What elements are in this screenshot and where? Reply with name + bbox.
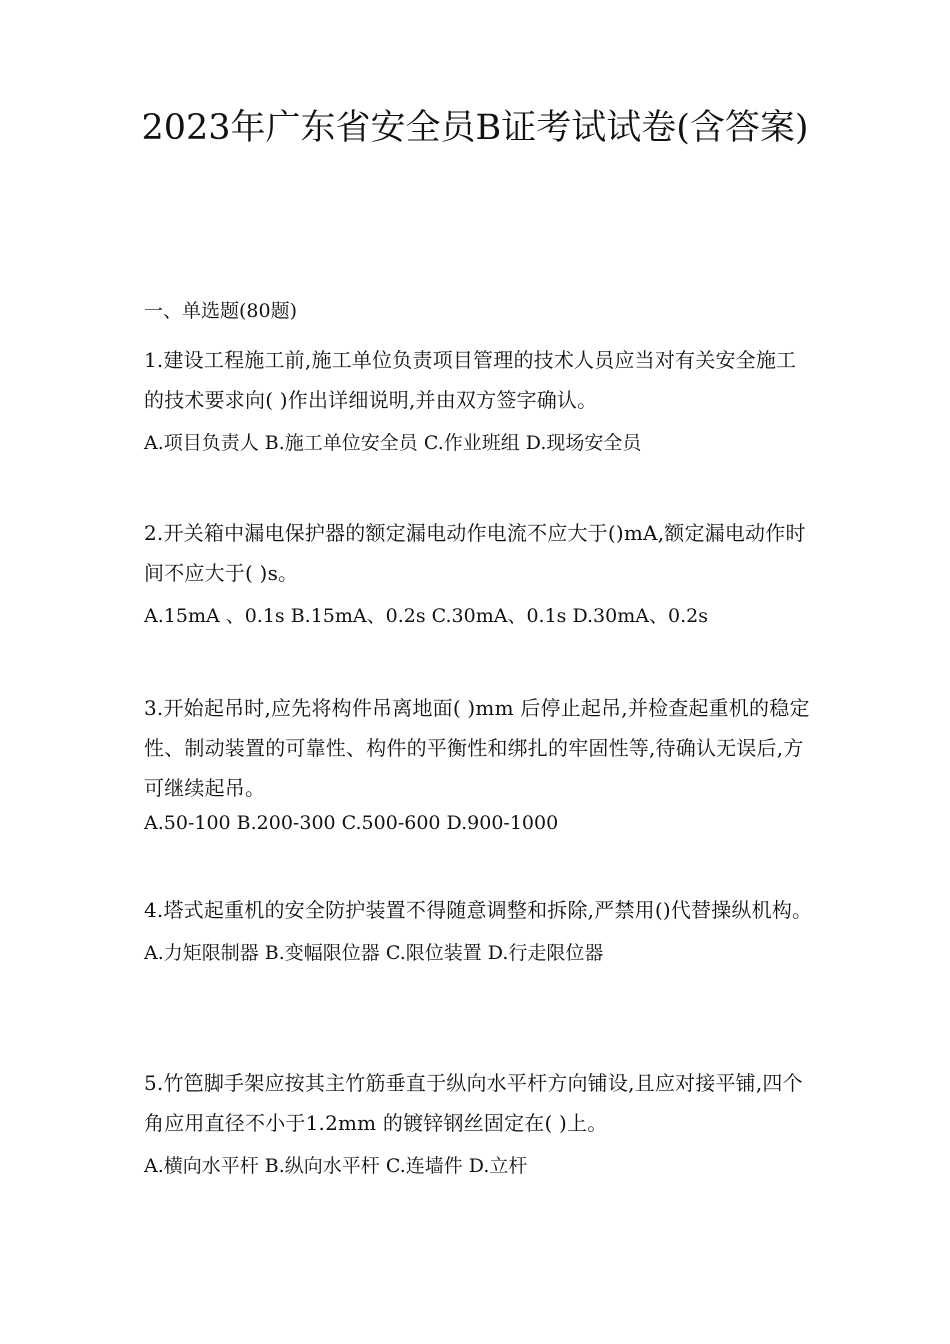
question-stem: 1.建设工程施工前,施工单位负责项目管理的技术人员应当对有关安全施工的技术要求向( )作出详细说明,并由双方签字确认。 — [144, 348, 797, 412]
section-heading: 一、单选题(80题) — [144, 300, 298, 322]
question-item — [144, 513, 814, 631]
question-stem: 2.开关箱中漏电保护器的额定漏电动作电流不应大于()mA,额定漏电动作时间不应大于( )s。 — [144, 521, 806, 585]
question-options: A.横向水平杆 B.纵向水平杆 C.连墙件 D.立杆 — [144, 1155, 528, 1177]
question-stem: 5.竹笆脚手架应按其主竹筋垂直于纵向水平杆方向铺设,且应对接平铺,四个角应用直径不小于1.2mm 的镀锌钢丝固定在( )上。 — [144, 1071, 803, 1135]
question-options: A.项目负责人 B.施工单位安全员 C.作业班组 D.现场安全员 — [144, 432, 642, 454]
question-item — [144, 890, 814, 968]
document-title: 2023年广东省安全员B证考试试卷(含答案) — [141, 108, 809, 148]
question-stem: 4.塔式起重机的安全防护装置不得随意调整和拆除,严禁用()代替操纵机构。 — [144, 898, 813, 922]
question-item — [144, 340, 814, 458]
question-item — [144, 688, 814, 838]
question-item — [144, 1063, 814, 1181]
question-stem: 3.开始起吊时,应先将构件吊离地面( )mm 后停止起吊,并检查起重机的稳定性、制动装置的可靠性、构件的平衡性和绑扎的牢固性等,待确认无误后,方可继续起吊。 — [144, 696, 810, 800]
question-options: A.力矩限制器 B.变幅限位器 C.限位装置 D.行走限位器 — [144, 942, 604, 964]
question-options: A.50-100 B.200-300 C.500-600 D.900-1000 — [144, 812, 559, 834]
question-options: A.15mA 、0.1s B.15mA、0.2s C.30mA、0.1s D.30mA、0.2s — [144, 605, 708, 627]
